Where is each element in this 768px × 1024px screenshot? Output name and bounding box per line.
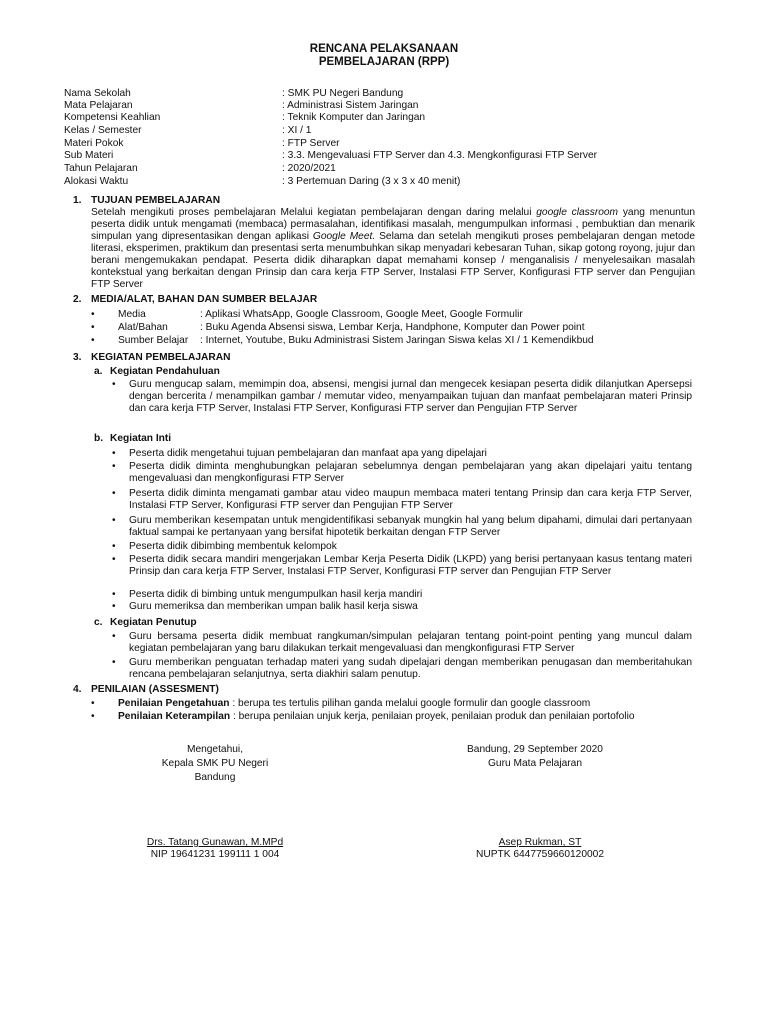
assessment-item <box>91 698 590 710</box>
bullet: • <box>112 448 116 459</box>
identity-value: : Administrasi Sistem Jaringan <box>282 100 419 111</box>
identity-label: Alokasi Waktu <box>64 176 129 187</box>
learning-objectives-paragraph <box>91 207 695 291</box>
bullet: • <box>91 711 95 722</box>
subsection-a-heading <box>94 366 220 378</box>
assessment-key: Penilaian Keterampilan <box>118 711 231 722</box>
list-item-text: Peserta didik diminta menghubungkan pelajaran sebelumnya dengan pembelajaran yang akan dipelajari yaitu tentang mengevaluasi dan mengkonfigurasi FTP Server <box>129 461 692 484</box>
teacher-id: NUPTK 6447759660120002 <box>475 849 604 860</box>
list-item <box>112 554 692 578</box>
identity-label: Tahun Pelajaran <box>64 163 138 174</box>
list-item-text: Guru memeriksa dan memberikan umpan balik hasil kerja siswa <box>129 601 418 612</box>
paragraph-italic: google classroom <box>536 207 619 218</box>
principal-id: NIP 19641231 199111 1 004 <box>150 849 280 860</box>
subsection-letter: b. <box>94 433 104 444</box>
assessment-value: : berupa penilaian unjuk kerja, penilaian proyek, penilaian produk dan penilaian portofolio <box>230 711 635 722</box>
section-title: TUJUAN PEMBELAJARAN <box>91 195 221 206</box>
bullet: • <box>112 657 116 668</box>
bullet: • <box>91 335 95 346</box>
paragraph-text: Setelah mengikuti proses pembelajaran Melalui kegiatan pembelajaran dengan daring melalui <box>91 207 537 218</box>
assessment-item <box>91 711 635 723</box>
list-item <box>112 461 692 485</box>
principal-name: Drs. Tatang Gunawan, M.MPd <box>146 837 284 848</box>
paragraph-italic: Google Meet. <box>312 231 376 242</box>
identity-value: : 2020/2021 <box>282 163 336 174</box>
identity-value: : 3 Pertemuan Daring (3 x 3 x 40 menit) <box>282 176 461 187</box>
principal-name-block <box>120 837 310 861</box>
title-line-2: PEMBELAJARAN (RPP) <box>318 56 450 68</box>
assessment-key: Penilaian Pengetahuan <box>118 698 230 709</box>
bullet: • <box>91 698 95 709</box>
section-number: 4. <box>73 684 82 695</box>
media-value: : Aplikasi WhatsApp, Google Classroom, Google Meet, Google Formulir <box>200 309 523 320</box>
bullet: • <box>112 379 116 390</box>
principal-signature-block <box>150 744 280 784</box>
bullet: • <box>112 601 116 612</box>
identity-label: Sub Materi <box>64 150 114 161</box>
section-title: KEGIATAN PEMBELAJARAN <box>91 352 231 363</box>
signature-line: Guru Mata Pelajaran <box>487 758 582 769</box>
subsection-title: Kegiatan Penutup <box>110 617 197 628</box>
section-title: PENILAIAN (ASSESMENT) <box>91 684 219 695</box>
source-value: : Internet, Youtube, Buku Administrasi Sistem Jaringan Siswa kelas XI / 1 Kemendikbud <box>200 335 594 346</box>
list-item <box>112 541 692 553</box>
bullet: • <box>91 309 95 320</box>
list-item-text: Guru memberikan kesempatan untuk mengidentifikasi sebanyak mungkin hal yang belum dipahami, dimulai dari pertanyaan faktual sampai ke pertanyaan yang bersifat hipotetik berkaitan dengan FTP Server <box>129 515 692 538</box>
teacher-name-block <box>460 837 620 861</box>
identity-value: : FTP Server <box>282 138 340 149</box>
title-line-1: RENCANA PELAKSANAAN <box>309 43 459 55</box>
assessment-value: : berupa tes tertulis pilihan ganda melalui google formulir dan google classroom <box>229 698 591 709</box>
identity-value: : 3.3. Mengevaluasi FTP Server dan 4.3. Mengkonfigurasi FTP Server <box>282 150 598 161</box>
media-item <box>91 309 523 321</box>
list-item-text: Peserta didik diminta mengamati gambar atau video maupun membaca materi tentang Prinsip dan cara kerja FTP Server, Instalasi FTP Server, Konfigurasi FTP server dan Pengujian FTP Server <box>129 488 692 511</box>
bullet: • <box>112 541 116 552</box>
identity-label: Mata Pelajaran <box>64 100 133 111</box>
identity-label: Materi Pokok <box>64 138 124 149</box>
subsection-c-heading <box>94 617 197 629</box>
tools-item <box>91 322 585 334</box>
subsection-title: Kegiatan Inti <box>110 433 172 444</box>
section-4-heading <box>73 684 219 696</box>
list-item-text: Guru bersama peserta didik membuat rangkuman/simpulan pelajaran tentang point-point penting yang muncul dalam kegiatan pembelajaran yang baru dilakukan terkait mengevaluasi dan mengkonfigurasi FTP Server <box>129 631 692 654</box>
subsection-title: Kegiatan Pendahuluan <box>110 366 220 377</box>
signature-line: Kepala SMK PU Negeri <box>161 758 269 769</box>
list-item-text: Peserta didik secara mandiri mengerjakan Lembar Kerja Peserta Didik (LKPD) yang berisi pertanyaan kasus tentang materi Prinsip dan cara kerja FTP Server, Instalasi FTP Server, Konfigurasi FTP server dan Pengujian FTP Server <box>129 554 692 577</box>
bullet: • <box>112 461 116 472</box>
signature-line: Bandung <box>194 772 236 783</box>
list-item <box>112 657 692 681</box>
section-title: MEDIA/ALAT, BAHAN DAN SUMBER BELAJAR <box>91 294 318 305</box>
subsection-letter: a. <box>94 366 103 377</box>
tools-value: : Buku Agenda Absensi siswa, Lembar Kerja, Handphone, Komputer dan Power point <box>200 322 585 333</box>
list-item-text: Guru memberikan penguatan terhadap materi yang sudah dipelajari dengan memberikan penugasan dan memberitahukan rencana pembelajaran selanjutnya, serta diakhiri salam penutup. <box>129 657 692 680</box>
bullet: • <box>112 515 116 526</box>
identity-label: Nama Sekolah <box>64 88 131 99</box>
document-title <box>0 43 768 69</box>
list-item <box>112 488 692 512</box>
list-item <box>112 379 692 415</box>
subsection-b-heading <box>94 433 171 445</box>
section-1-heading <box>73 195 220 207</box>
identity-label: Kelas / Semester <box>64 125 142 136</box>
bullet: • <box>112 488 116 499</box>
source-item <box>91 335 594 347</box>
identity-value: : SMK PU Negeri Bandung <box>282 88 404 99</box>
media-key: Media <box>118 309 146 320</box>
source-key: Sumber Belajar <box>118 335 189 346</box>
section-2-heading <box>73 294 317 306</box>
subsection-letter: c. <box>94 617 103 628</box>
list-item <box>112 631 692 655</box>
bullet: • <box>91 322 95 333</box>
identity-value: : Teknik Komputer dan Jaringan <box>282 112 426 123</box>
list-item-text: Peserta didik dibimbing membentuk kelompok <box>129 541 337 552</box>
list-item <box>112 601 692 613</box>
paragraph-text: yang menuntun peserta didik untuk mengamati (membaca) permasalahan, identifikasi masalah, mengumpulkan informasi , pembuktian dan menarik simpulan yang dipresentasikan dengan aplikasi <box>91 207 695 242</box>
section-number: 3. <box>73 352 82 363</box>
list-item <box>112 515 692 539</box>
tools-key: Alat/Bahan <box>118 322 168 333</box>
signature-line: Bandung, 29 September 2020 <box>467 744 603 755</box>
list-item <box>112 589 692 601</box>
list-item-text: Peserta didik di bimbing untuk mengumpulkan hasil kerja mandiri <box>129 589 423 600</box>
bullet: • <box>112 554 116 565</box>
teacher-name: Asep Rukman, ST <box>498 837 582 848</box>
signature-line: Mengetahui, <box>186 744 244 755</box>
list-item-text: Guru mengucap salam, memimpin doa, absensi, mengisi jurnal dan mengecek kesiapan peserta didik dilanjutkan Apersepsi dengan bercerita / menampilkan gambar / memutar video, menyampaikan tujuan dan manfaat pembelajaran materi Prinsip dan cara kerja FTP Server, Instalasi FTP Server, Konfigurasi FTP server dan Pengujian FTP Server <box>129 379 692 414</box>
bullet: • <box>112 631 116 642</box>
identity-value: : XI / 1 <box>282 125 312 136</box>
teacher-signature-block <box>440 744 630 770</box>
section-3-heading <box>73 352 230 364</box>
bullet: • <box>112 589 116 600</box>
section-number: 1. <box>73 195 82 206</box>
section-number: 2. <box>73 294 82 305</box>
list-item-text: Peserta didik mengetahui tujuan pembelajaran dan manfaat apa yang dipelajari <box>129 448 487 459</box>
paragraph-text: Selama dan setelah mengikuti proses pembelajaran dengan metode literasi, eksperimen, praktikum dan presentasi serta menumbuhkan sikap menyadari kebesaran Tuhan, sikap gotong royong, jujur dan berani mengemukakan pendapat. Peserta didik diharapkan dapat memahami konsep / menganalisis / menyelesaikan masalah kontekstual yang berkaitan dengan Prinsip dan cara kerja FTP Server, Instalasi FTP Server, Konfigurasi FTP server dan Pengujian FTP Server <box>91 231 695 290</box>
identity-label: Kompetensi Keahlian <box>64 112 161 123</box>
list-item <box>112 448 692 460</box>
